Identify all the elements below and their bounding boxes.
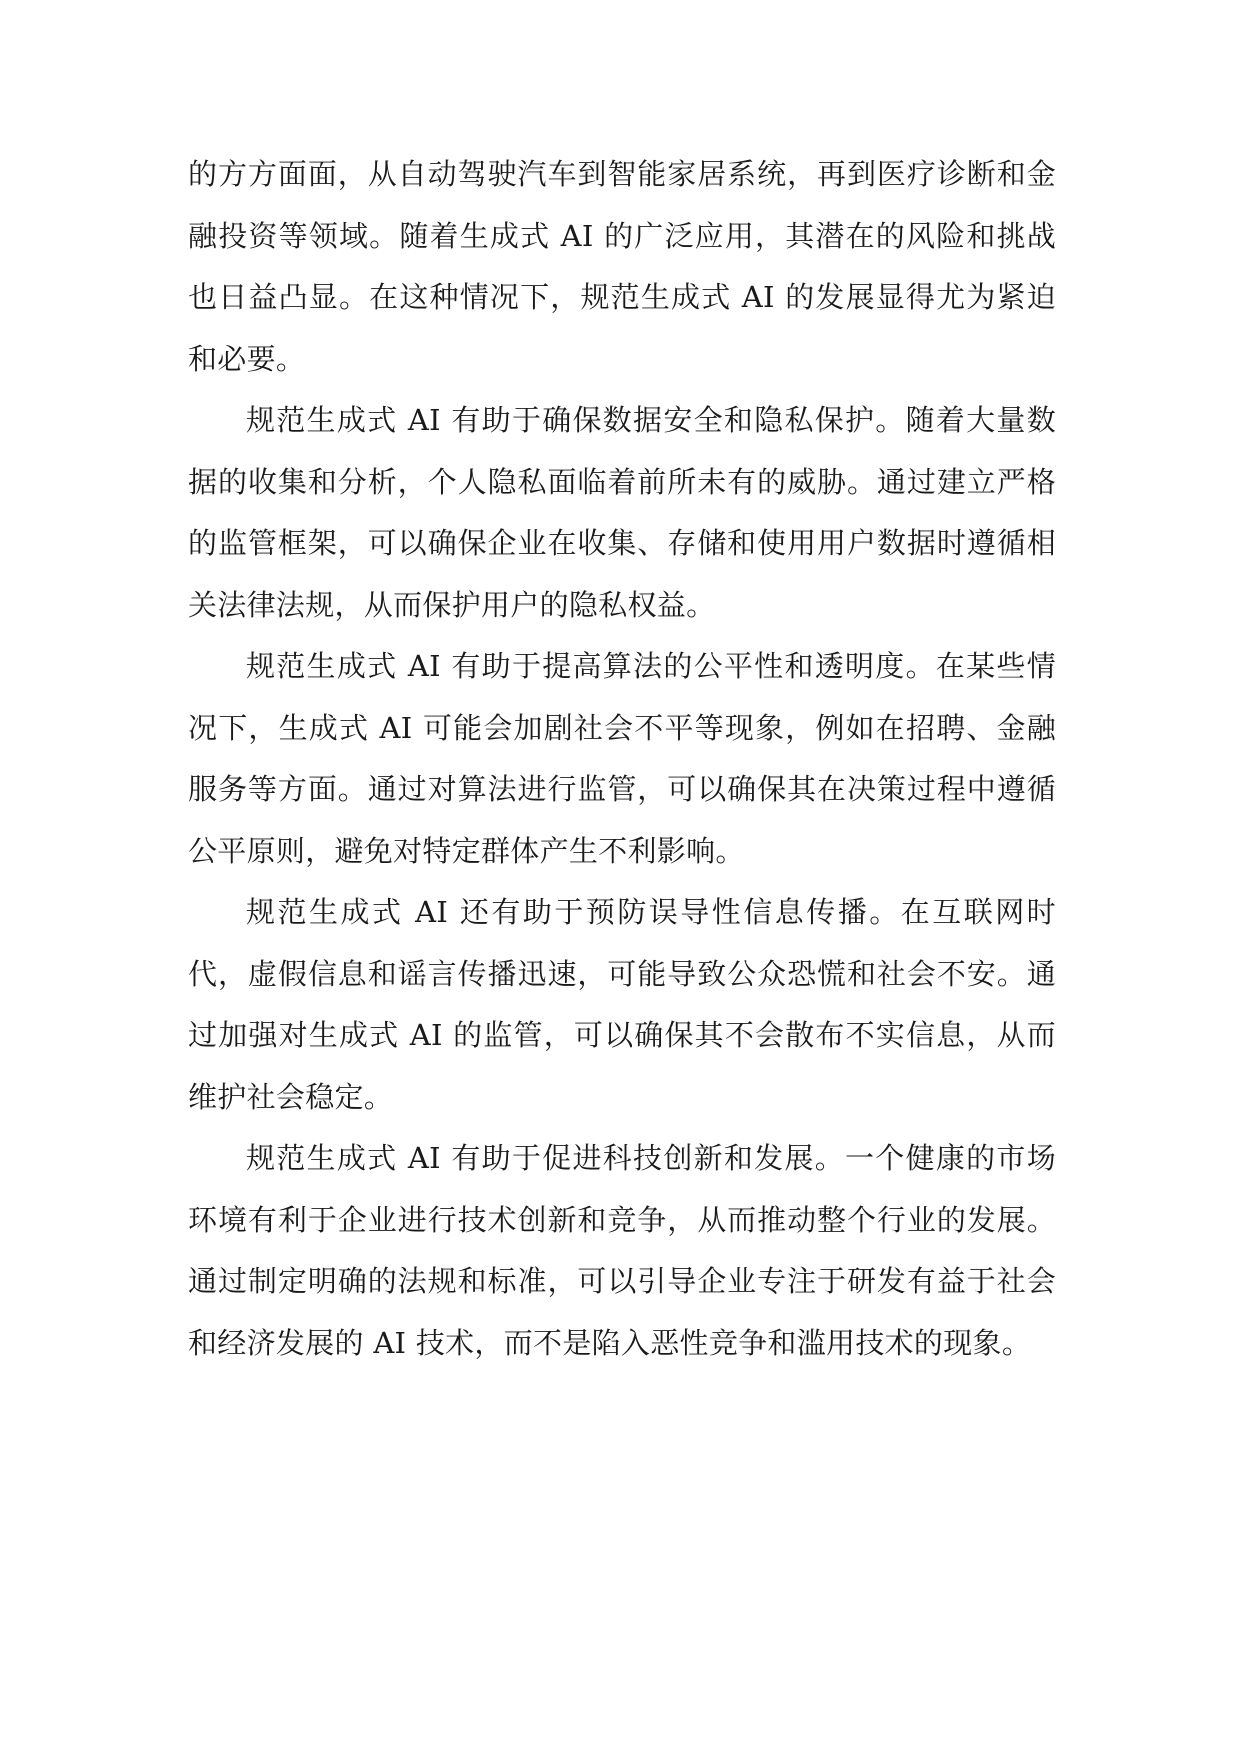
paragraph-3: 规范生成式 AI 有助于提高算法的公平性和透明度。在某些情况下，生成式 AI 可能会加剧社会不平等现象，例如在招聘、金融服务等方面。通过对算法进行监管，可以确保其在决策过程中遵循公平原则，避免对特定群体产生不利影响。 [188,649,1056,868]
paragraph-4: 规范生成式 AI 还有助于预防误导性信息传播。在互联网时代，虚假信息和谣言传播迅速，可能导致公众恐慌和社会不安。通过加强对生成式 AI 的监管，可以确保其不会散布不实信息，从而维护社会稳定。 [188,895,1056,1114]
paragraph-1: 的方方面面，从自动驾驶汽车到智能家居系统，再到医疗诊断和金融投资等领域。随着生成式 AI 的广泛应用，其潜在的风险和挑战也日益凸显。在这种情况下，规范生成式 AI 的发展显得尤为紧迫和必要。 [188,157,1056,376]
paragraph-2: 规范生成式 AI 有助于确保数据安全和隐私保护。随着大量数据的收集和分析，个人隐私面临着前所未有的威胁。通过建立严格的监管框架，可以确保企业在收集、存储和使用用户数据时遵循相关法律法规，从而保护用户的隐私权益。 [188,403,1056,622]
paragraph-5: 规范生成式 AI 有助于促进科技创新和发展。一个健康的市场环境有利于企业进行技术创新和竞争，从而推动整个行业的发展。通过制定明确的法规和标准，可以引导企业专注于研发有益于社会和经济发展的 AI 技术，而不是陷入恶性竞争和滥用技术的现象。 [188,1141,1056,1360]
document-body [188,144,1056,1374]
